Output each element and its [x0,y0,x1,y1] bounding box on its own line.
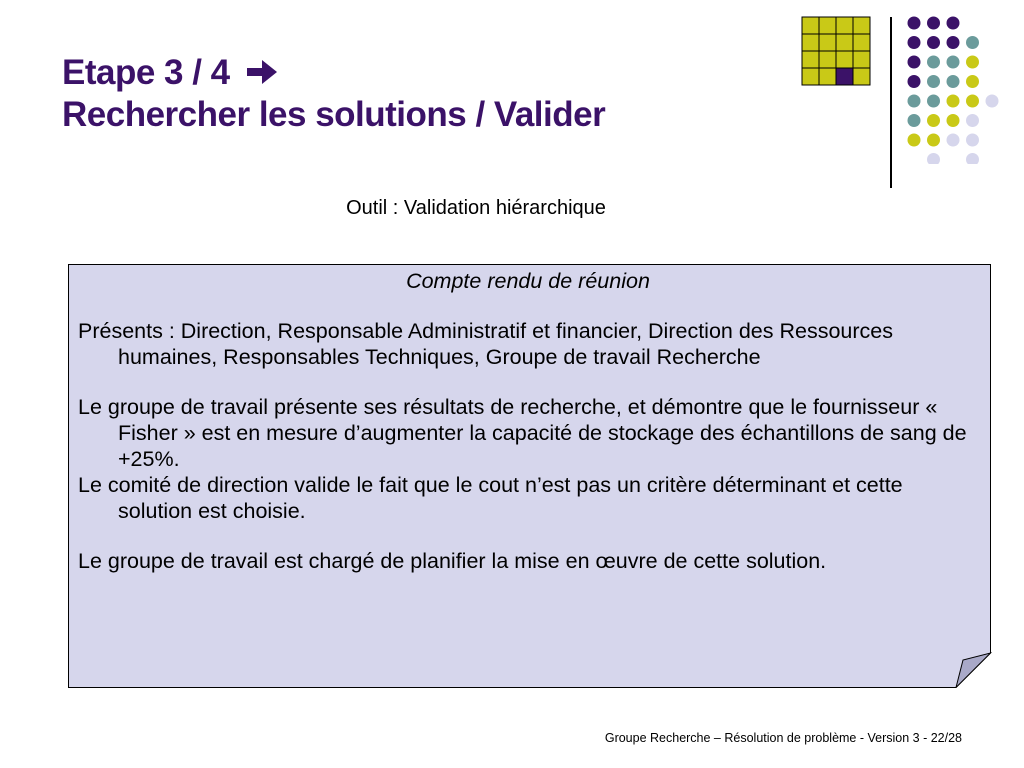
report-paragraph-attendees: Présents : Direction, Responsable Administratif et financier, Direction des Ressources humaines, Responsables Techniques, Groupe de travail Recherche [78,319,893,369]
decorative-dot [927,153,940,164]
title-step: Etape 3 / 4 [62,53,230,92]
decorative-dot [908,36,921,49]
grid-square [802,34,819,51]
report-paragraph-results: Le groupe de travail présente ses résultats de recherche, et démontre que le fournisseur « Fisher » est en mesure d’augmenter la capacité de stockage des échantillons de sang de +25%. [78,395,967,471]
decorative-dot [908,17,921,30]
decorative-dot [966,36,979,49]
grid-square [819,17,836,34]
decorative-dot [908,95,921,108]
decorative-dots [908,17,999,165]
decorative-dot [927,36,940,49]
meeting-report [78,268,978,574]
decorative-dot [947,114,960,127]
decorative-dot [966,134,979,147]
decorative-dot [966,153,979,164]
grid-square [819,51,836,68]
decorative-dot [927,114,940,127]
decorative-dot [966,95,979,108]
grid-square [802,17,819,34]
decorative-dot [947,17,960,30]
decorative-dot [927,95,940,108]
grid-square [853,34,870,51]
report-heading: Compte rendu de réunion [406,269,650,293]
grid-square [819,34,836,51]
grid-square [836,34,853,51]
decorative-dot [947,75,960,88]
decorative-dot [927,17,940,30]
grid-square [819,68,836,85]
decorative-dot [947,36,960,49]
grid-square [802,68,819,85]
title-line-2: Rechercher les solutions / Valider [62,95,606,134]
decorative-dot [908,56,921,69]
slide-title [62,52,605,136]
decorative-dot [947,56,960,69]
grid-square [853,68,870,85]
decorative-dot [908,114,921,127]
decorative-grid [802,17,870,85]
decorative-dot [927,134,940,147]
decorative-dot [966,56,979,69]
decorative-dot [908,134,921,147]
decorative-corner-graphic [800,14,1010,164]
decorative-dot [947,95,960,108]
title-line-1 [62,52,605,94]
grid-square [836,51,853,68]
grid-square [836,68,853,85]
decorative-dot [927,75,940,88]
decorative-dot [986,95,999,108]
decorative-dot [966,75,979,88]
report-paragraph-planning: Le groupe de travail est chargé de planifier la mise en œuvre de cette solution. [78,549,827,573]
decorative-dot [908,75,921,88]
decorative-dot [927,56,940,69]
grid-square [853,17,870,34]
header-divider [890,17,892,188]
grid-square [853,51,870,68]
decorative-dot [966,114,979,127]
decorative-dot [947,134,960,147]
report-paragraph-decision: Le comité de direction valide le fait que le cout n’est pas un critère déterminant et cette solution est choisie. [78,473,903,523]
grid-square [802,51,819,68]
grid-square [836,17,853,34]
slide-footer: Groupe Recherche – Résolution de problème - Version 3 - 22/28 [604,731,962,745]
slide-subtitle: Outil : Validation hiérarchique [346,197,606,219]
right-arrow-icon [245,57,279,87]
